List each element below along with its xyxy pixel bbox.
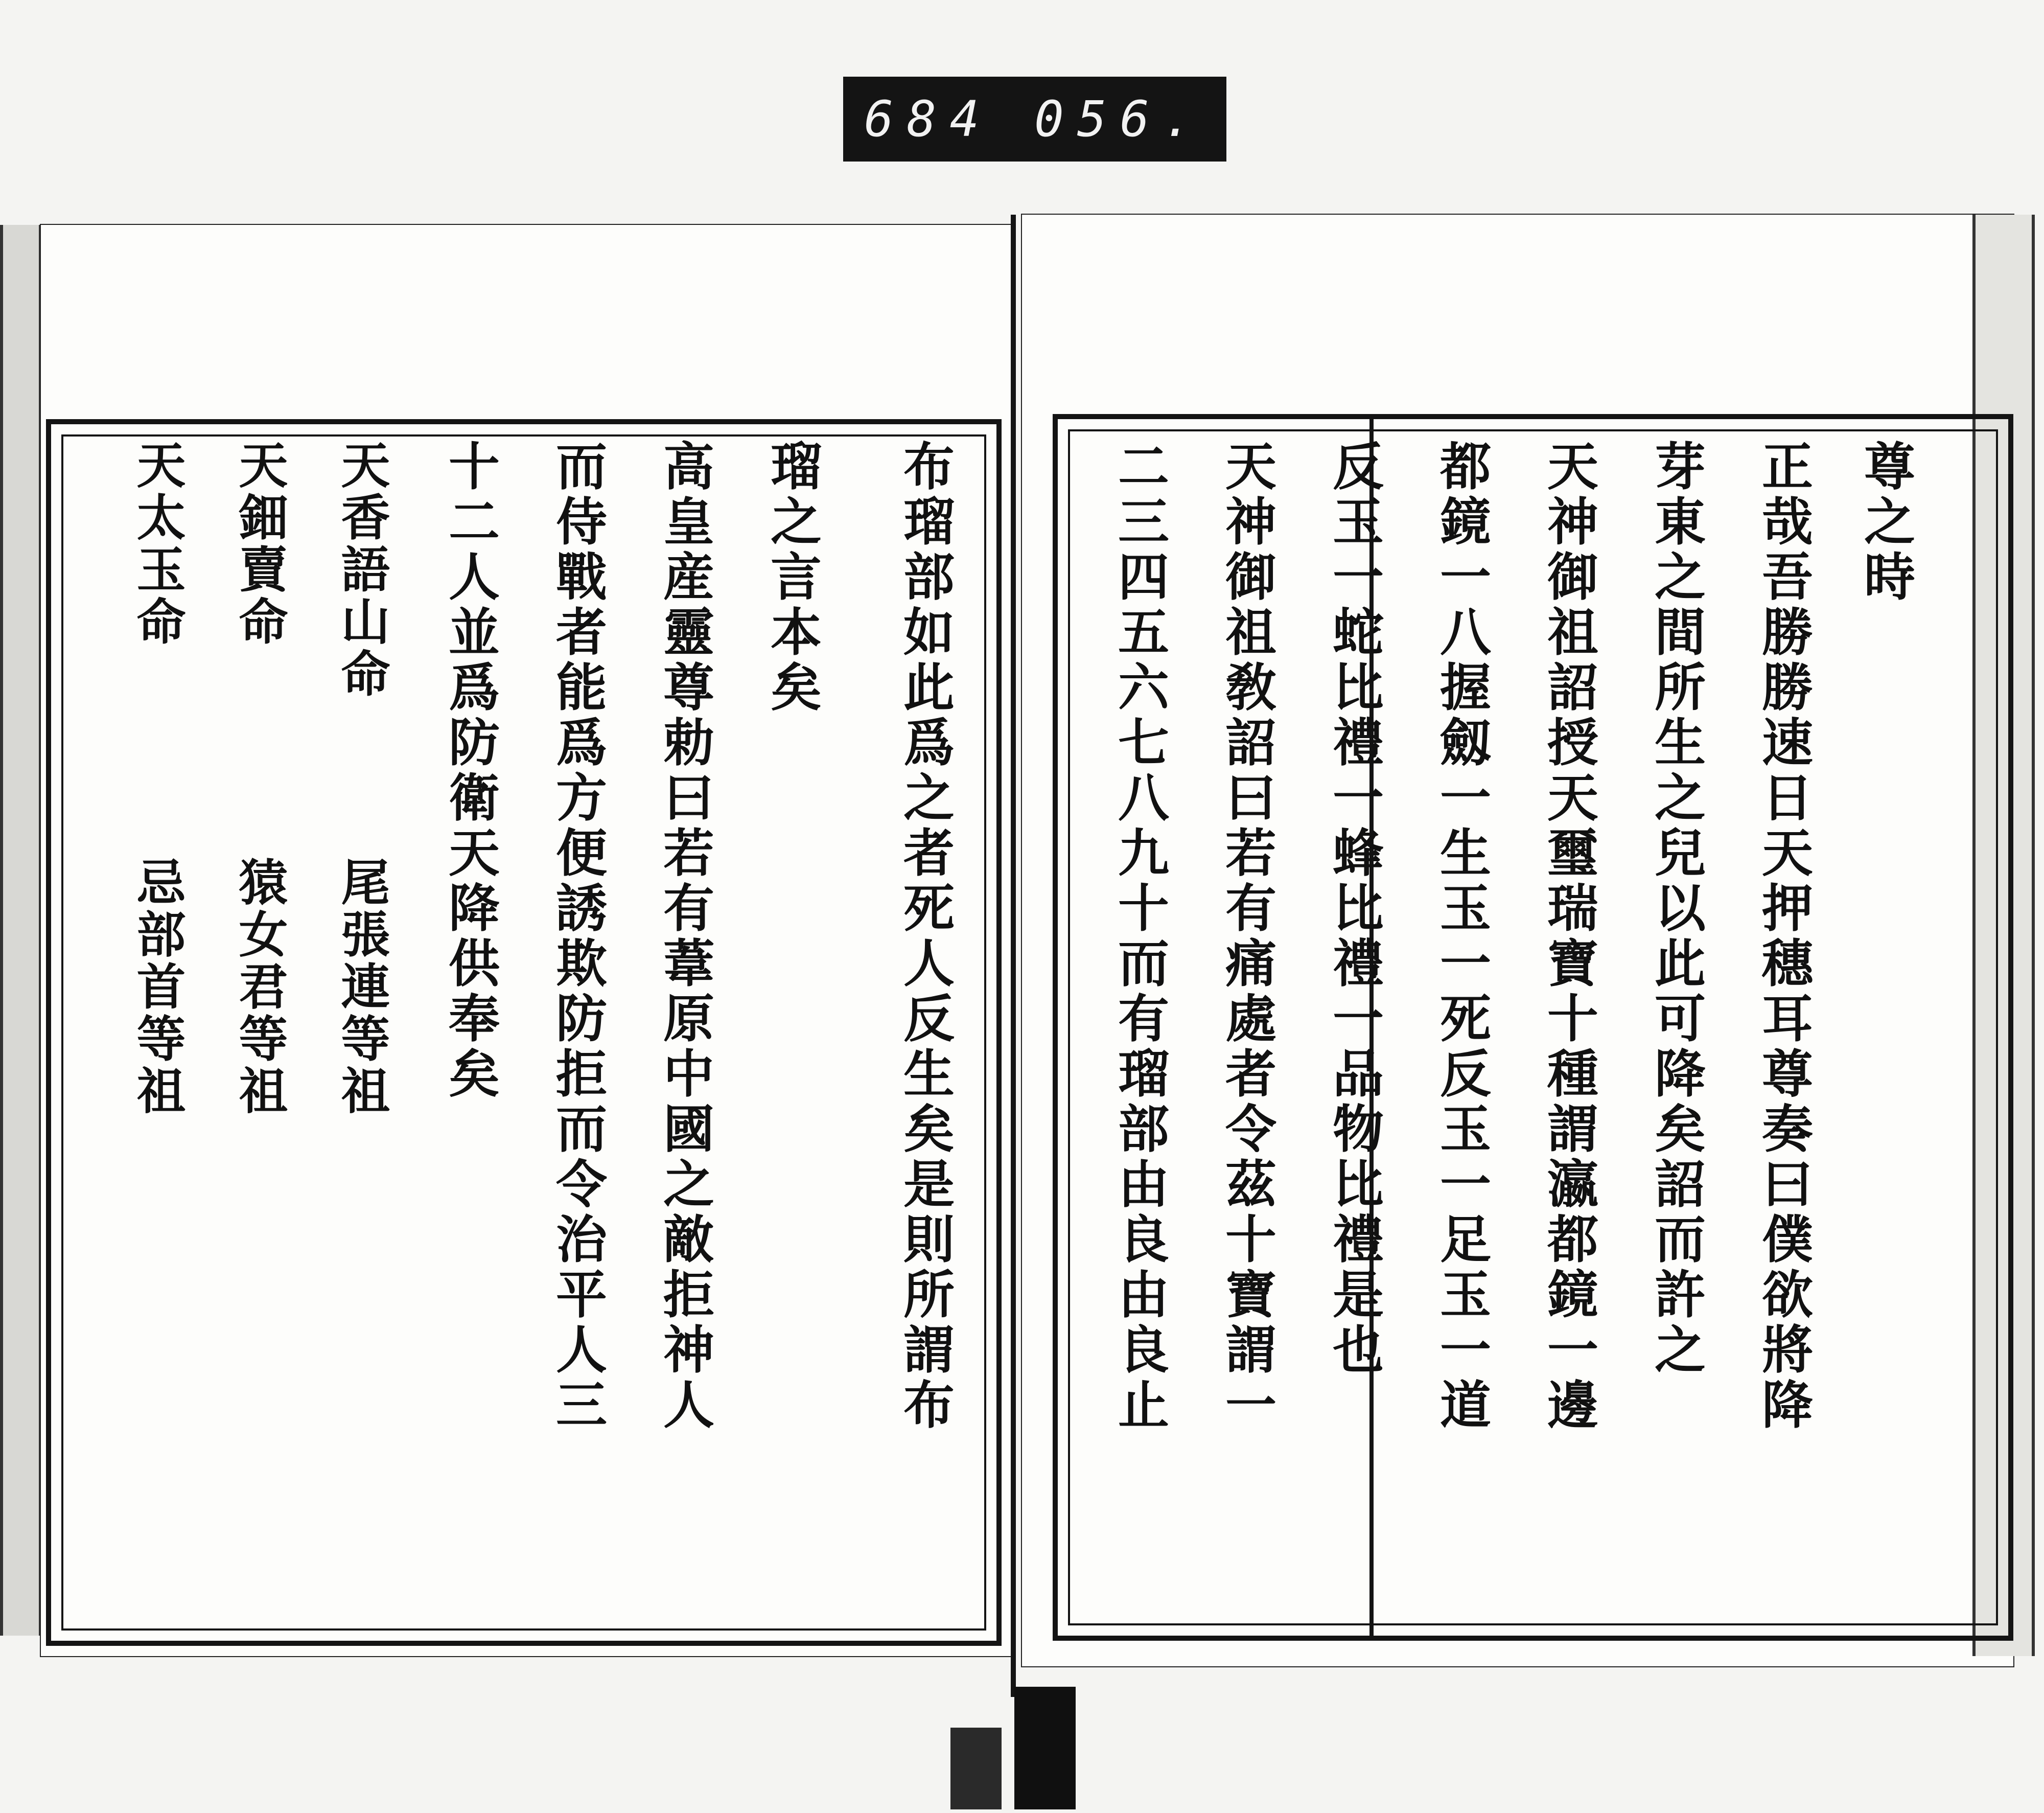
right-column-4: 天神御祖詔授天璽瑞寶十種謂瀛都鏡一邊: [1539, 440, 1599, 1433]
left-page-text-frame: [46, 419, 1002, 1646]
microfilm-frame-number: [843, 77, 1226, 162]
left-column-1: 布瑠部如此爲之者死人反生矣是則所謂布: [895, 440, 955, 1433]
binding-clip-shadow: [950, 1728, 1002, 1809]
binding-clip: [1014, 1687, 1076, 1809]
left-edge-margin: [0, 225, 42, 1636]
left-column-7: 天鈿賣命 猿女君等祖: [231, 440, 289, 1117]
left-column-4: 而侍戰者能爲方便誘欺防拒而令治平人三: [547, 440, 608, 1433]
left-column-2: 瑠之言本矣: [762, 440, 822, 716]
right-column-1: 尊之時: [1855, 440, 1916, 605]
left-column-6: 天香語山命 尾張連等祖: [333, 440, 391, 1117]
right-column-6: 反玉一蛇比禮一蜂比禮一品物比禮是也: [1324, 440, 1384, 1378]
right-column-3: 芽東之間所生之兒以此可降矣詔而許之: [1646, 440, 1706, 1378]
left-column-5: 十二人並爲防衛天降供奉矣: [440, 440, 500, 1102]
frame-number-left: 684: [864, 90, 993, 148]
right-column-7: 天神御祖敎詔曰若有痛處者令茲十寶謂一: [1217, 440, 1277, 1433]
left-column-8: 天太玉命 忌部首等祖: [129, 440, 187, 1117]
left-column-3: 高皇産靈尊勅曰若有葦原中國之敵拒神人: [655, 440, 715, 1433]
book-gutter: [1011, 215, 1016, 1697]
right-column-5: 都鏡一八握劔一生玉一死反玉一足玉一道: [1431, 440, 1492, 1433]
right-column-2: 正哉吾勝勝速日天押穗耳尊奏曰僕欲將降: [1753, 440, 1814, 1433]
right-column-8: 二三四五六七八九十而有瑠部由良由良止: [1109, 440, 1170, 1433]
frame-number-right: 056.: [1034, 90, 1206, 148]
